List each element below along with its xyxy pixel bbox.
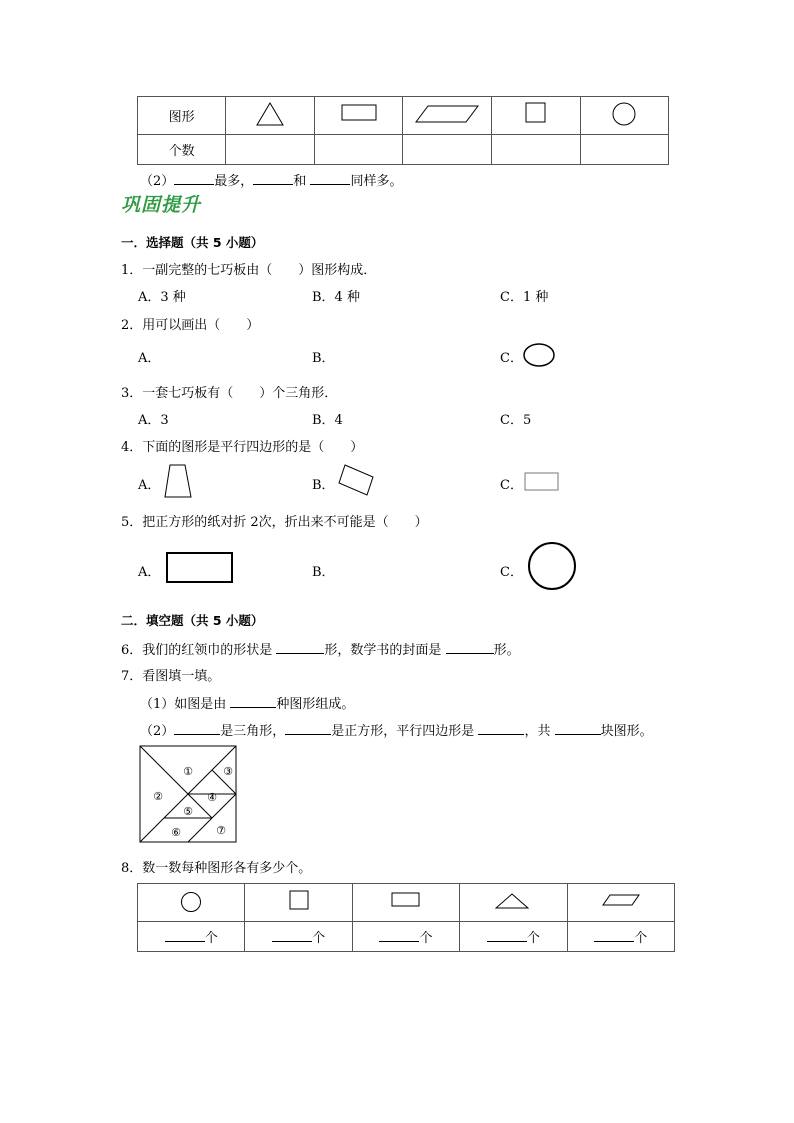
circle-cell [580, 97, 668, 135]
square-icon [524, 102, 548, 126]
question-6: 6．我们的红领巾的形状是 形，数学书的封面是 形。 [121, 643, 520, 658]
count-cell[interactable] [403, 135, 492, 165]
circle-cell [138, 884, 245, 922]
answer-blank[interactable] [555, 722, 601, 735]
answer-blank[interactable] [276, 641, 324, 654]
answer-blank[interactable] [165, 929, 205, 942]
tilted-rectangle-icon [337, 463, 375, 497]
answer-blank[interactable] [478, 722, 524, 735]
answer-blank[interactable] [446, 641, 494, 654]
section-title-choice: 一．选择题（共 5 小题） [121, 235, 264, 250]
tangram-label-5: ⑤ [183, 805, 193, 818]
rectangle-cell [352, 884, 459, 922]
answer-blank[interactable] [594, 929, 634, 942]
rectangle-icon [390, 891, 422, 911]
option-b[interactable]: B．4 种 [312, 290, 360, 305]
rectangle-icon [165, 550, 235, 586]
shape-count-table-bottom [137, 883, 675, 952]
option-b[interactable]: B． [312, 351, 335, 366]
option-a[interactable]: A． [138, 478, 161, 493]
prev-question-2: （2） 最多， 和 同样多。 [140, 174, 403, 189]
parallelogram-cell [403, 97, 492, 135]
tangram-label-6: ⑥ [171, 826, 181, 839]
option-a[interactable]: A．3 [138, 413, 169, 428]
option-a[interactable]: A． [138, 351, 161, 366]
option-b[interactable]: B．4 [312, 413, 343, 428]
option-c[interactable]: C．1 种 [500, 290, 549, 305]
rectangle-icon [523, 471, 561, 493]
answer-blank[interactable] [253, 172, 293, 185]
question-3: 3．一套七巧板有（ ）个三角形． [121, 386, 338, 401]
count-cell: 个 [138, 922, 245, 952]
section-title-fill: 二．填空题（共 5 小题） [121, 613, 264, 628]
count-cell[interactable] [314, 135, 403, 165]
parallelogram-icon [601, 893, 641, 909]
triangle-cell [226, 97, 314, 135]
circle-icon [611, 101, 637, 127]
answer-blank[interactable] [174, 722, 220, 735]
square-cell [492, 97, 580, 135]
answer-blank[interactable] [174, 172, 214, 185]
section-banner: 巩固提升 [121, 194, 202, 216]
count-cell: 个 [567, 922, 674, 952]
option-c[interactable]: C． [500, 565, 523, 580]
count-cell[interactable] [226, 135, 314, 165]
count-cell[interactable] [492, 135, 580, 165]
tangram-label-2: ② [153, 790, 163, 803]
triangle-cell [460, 884, 567, 922]
question-2: 2．用可以画出（ ） [121, 318, 260, 333]
count-cell[interactable] [580, 135, 668, 165]
table-header-count: 个数 [138, 135, 226, 165]
answer-blank[interactable] [230, 695, 276, 708]
question-5: 5．把正方形的纸对折 2次，折出来不可能是（ ） [121, 515, 428, 530]
table-header-shape: 图形 [138, 97, 226, 135]
option-b[interactable]: B． [312, 565, 335, 580]
count-cell: 个 [245, 922, 352, 952]
tangram-label-1: ① [183, 765, 193, 778]
question-4: 4．下面的图形是平行四边形的是（ ） [121, 440, 364, 455]
option-b[interactable]: B． [312, 478, 335, 493]
tangram-diagram [139, 745, 239, 845]
count-cell: 个 [460, 922, 567, 952]
answer-blank[interactable] [285, 722, 331, 735]
rectangle-icon [341, 103, 377, 125]
triangle-icon [495, 891, 531, 911]
answer-blank[interactable] [272, 929, 312, 942]
answer-blank[interactable] [379, 929, 419, 942]
question-1: 1．一副完整的七巧板由（ ）图形构成． [121, 263, 377, 278]
tangram-label-4: ④ [207, 791, 217, 804]
trapezoid-icon [163, 463, 193, 499]
parallelogram-icon [414, 103, 480, 125]
circle-icon [526, 539, 582, 595]
triangle-icon [255, 101, 285, 127]
ellipse-icon [522, 342, 556, 368]
rectangle-cell [314, 97, 403, 135]
count-cell: 个 [352, 922, 459, 952]
answer-blank[interactable] [487, 929, 527, 942]
answer-blank[interactable] [310, 172, 350, 185]
square-icon [287, 889, 311, 913]
parallelogram-cell [567, 884, 674, 922]
question-7: 7．看图填一填。 [121, 669, 221, 684]
option-c[interactable]: C． [500, 351, 523, 366]
tangram-label-3: ③ [223, 765, 233, 778]
shape-count-table-top [137, 96, 669, 165]
circle-icon [179, 889, 203, 913]
option-c[interactable]: C．5 [500, 413, 532, 428]
question-8: 8．数一数每种图形各有多少个。 [121, 861, 312, 876]
question-7-part-1: （1）如图是由 种图形组成。 [140, 697, 355, 712]
option-c[interactable]: C． [500, 478, 523, 493]
question-7-part-2: （2） 是三角形， 是正方形，平行四边形是 ，共 块图形。 [140, 724, 653, 739]
option-a[interactable]: A． [138, 565, 161, 580]
square-cell [245, 884, 352, 922]
option-a[interactable]: A．3 种 [138, 290, 186, 305]
tangram-label-7: ⑦ [216, 824, 226, 837]
